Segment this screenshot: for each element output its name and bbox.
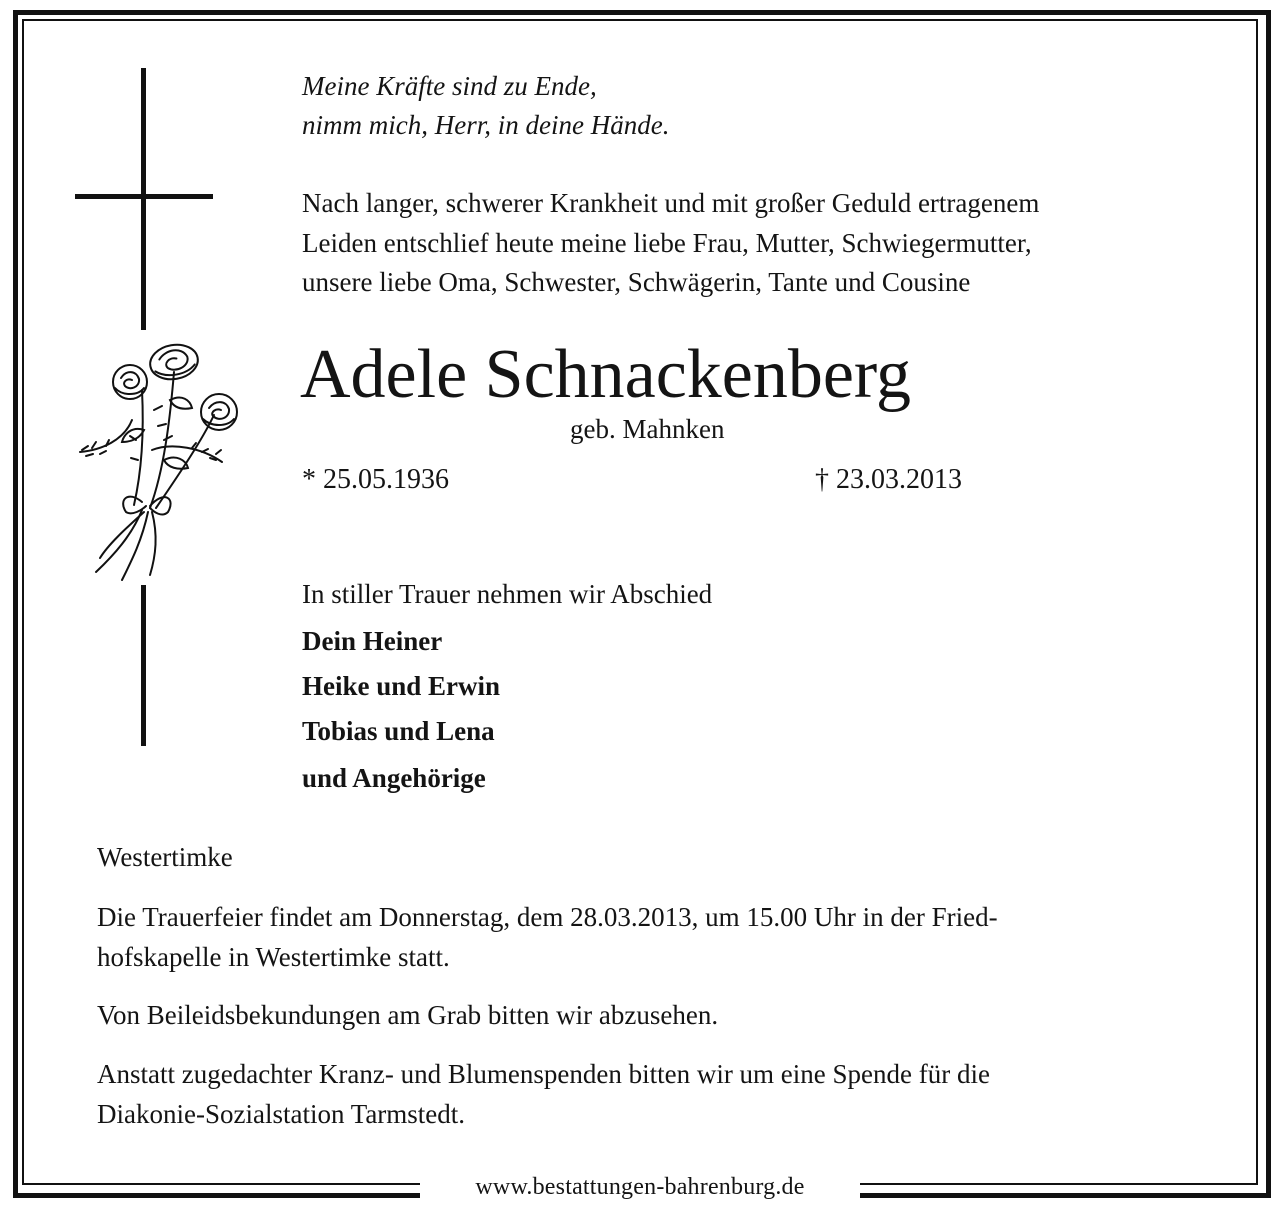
notice-line: hofskapelle in Westertimke statt. — [97, 942, 450, 972]
family-member: und Angehörige — [302, 763, 486, 793]
family-member: Heike und Erwin — [302, 671, 501, 701]
intro-line: unsere liebe Oma, Schwester, Schwägerin, Tante und Cousine — [302, 267, 971, 297]
notice-funeral — [97, 897, 1197, 977]
place-name: Westertimke — [97, 842, 233, 872]
footer — [420, 1168, 860, 1207]
mourning-line: In stiller Trauer nehmen wir Abschied — [302, 579, 713, 609]
family-member: Dein Heiner — [302, 626, 443, 656]
notice-line: Anstatt zugedachter Kranz- und Blumenspenden bitten wir um eine Spende für die — [97, 1059, 990, 1089]
birth-date: * 25.05.1936 — [302, 464, 449, 495]
verse — [302, 67, 669, 145]
family-member: Tobias und Lena — [302, 716, 495, 746]
verse-line: nimm mich, Herr, in deine Hände. — [302, 110, 670, 140]
intro-line: Nach langer, schwerer Krankheit und mit großer Geduld ertragenem — [302, 188, 1040, 218]
flower-bouquet-icon — [72, 330, 247, 585]
notice-donations — [97, 1054, 1197, 1134]
notice-condolences — [97, 995, 1197, 1035]
death-date: † 23.03.2013 — [815, 464, 962, 495]
notice-line: Die Trauerfeier findet am Donnerstag, dem 28.03.2013, um 15.00 Uhr in der Fried- — [97, 902, 998, 932]
verse-line: Meine Kräfte sind zu Ende, — [302, 71, 597, 101]
intro-text — [302, 184, 1039, 303]
birth-name: geb. Mahnken — [570, 414, 725, 444]
notice-line: Diakonie-Sozialstation Tarmstedt. — [97, 1099, 466, 1129]
deceased-name: Adele Schnackenberg — [300, 336, 911, 413]
notice-line: Von Beileidsbekundungen am Grab bitten wir abzusehen. — [97, 1000, 719, 1030]
intro-line: Leiden entschlief heute meine liebe Frau, Mutter, Schwiegermutter, — [302, 227, 1032, 258]
cross-horizontal-bar — [75, 194, 213, 199]
footer-url[interactable]: www.bestattungen-bahrenburg.de — [475, 1174, 805, 1200]
